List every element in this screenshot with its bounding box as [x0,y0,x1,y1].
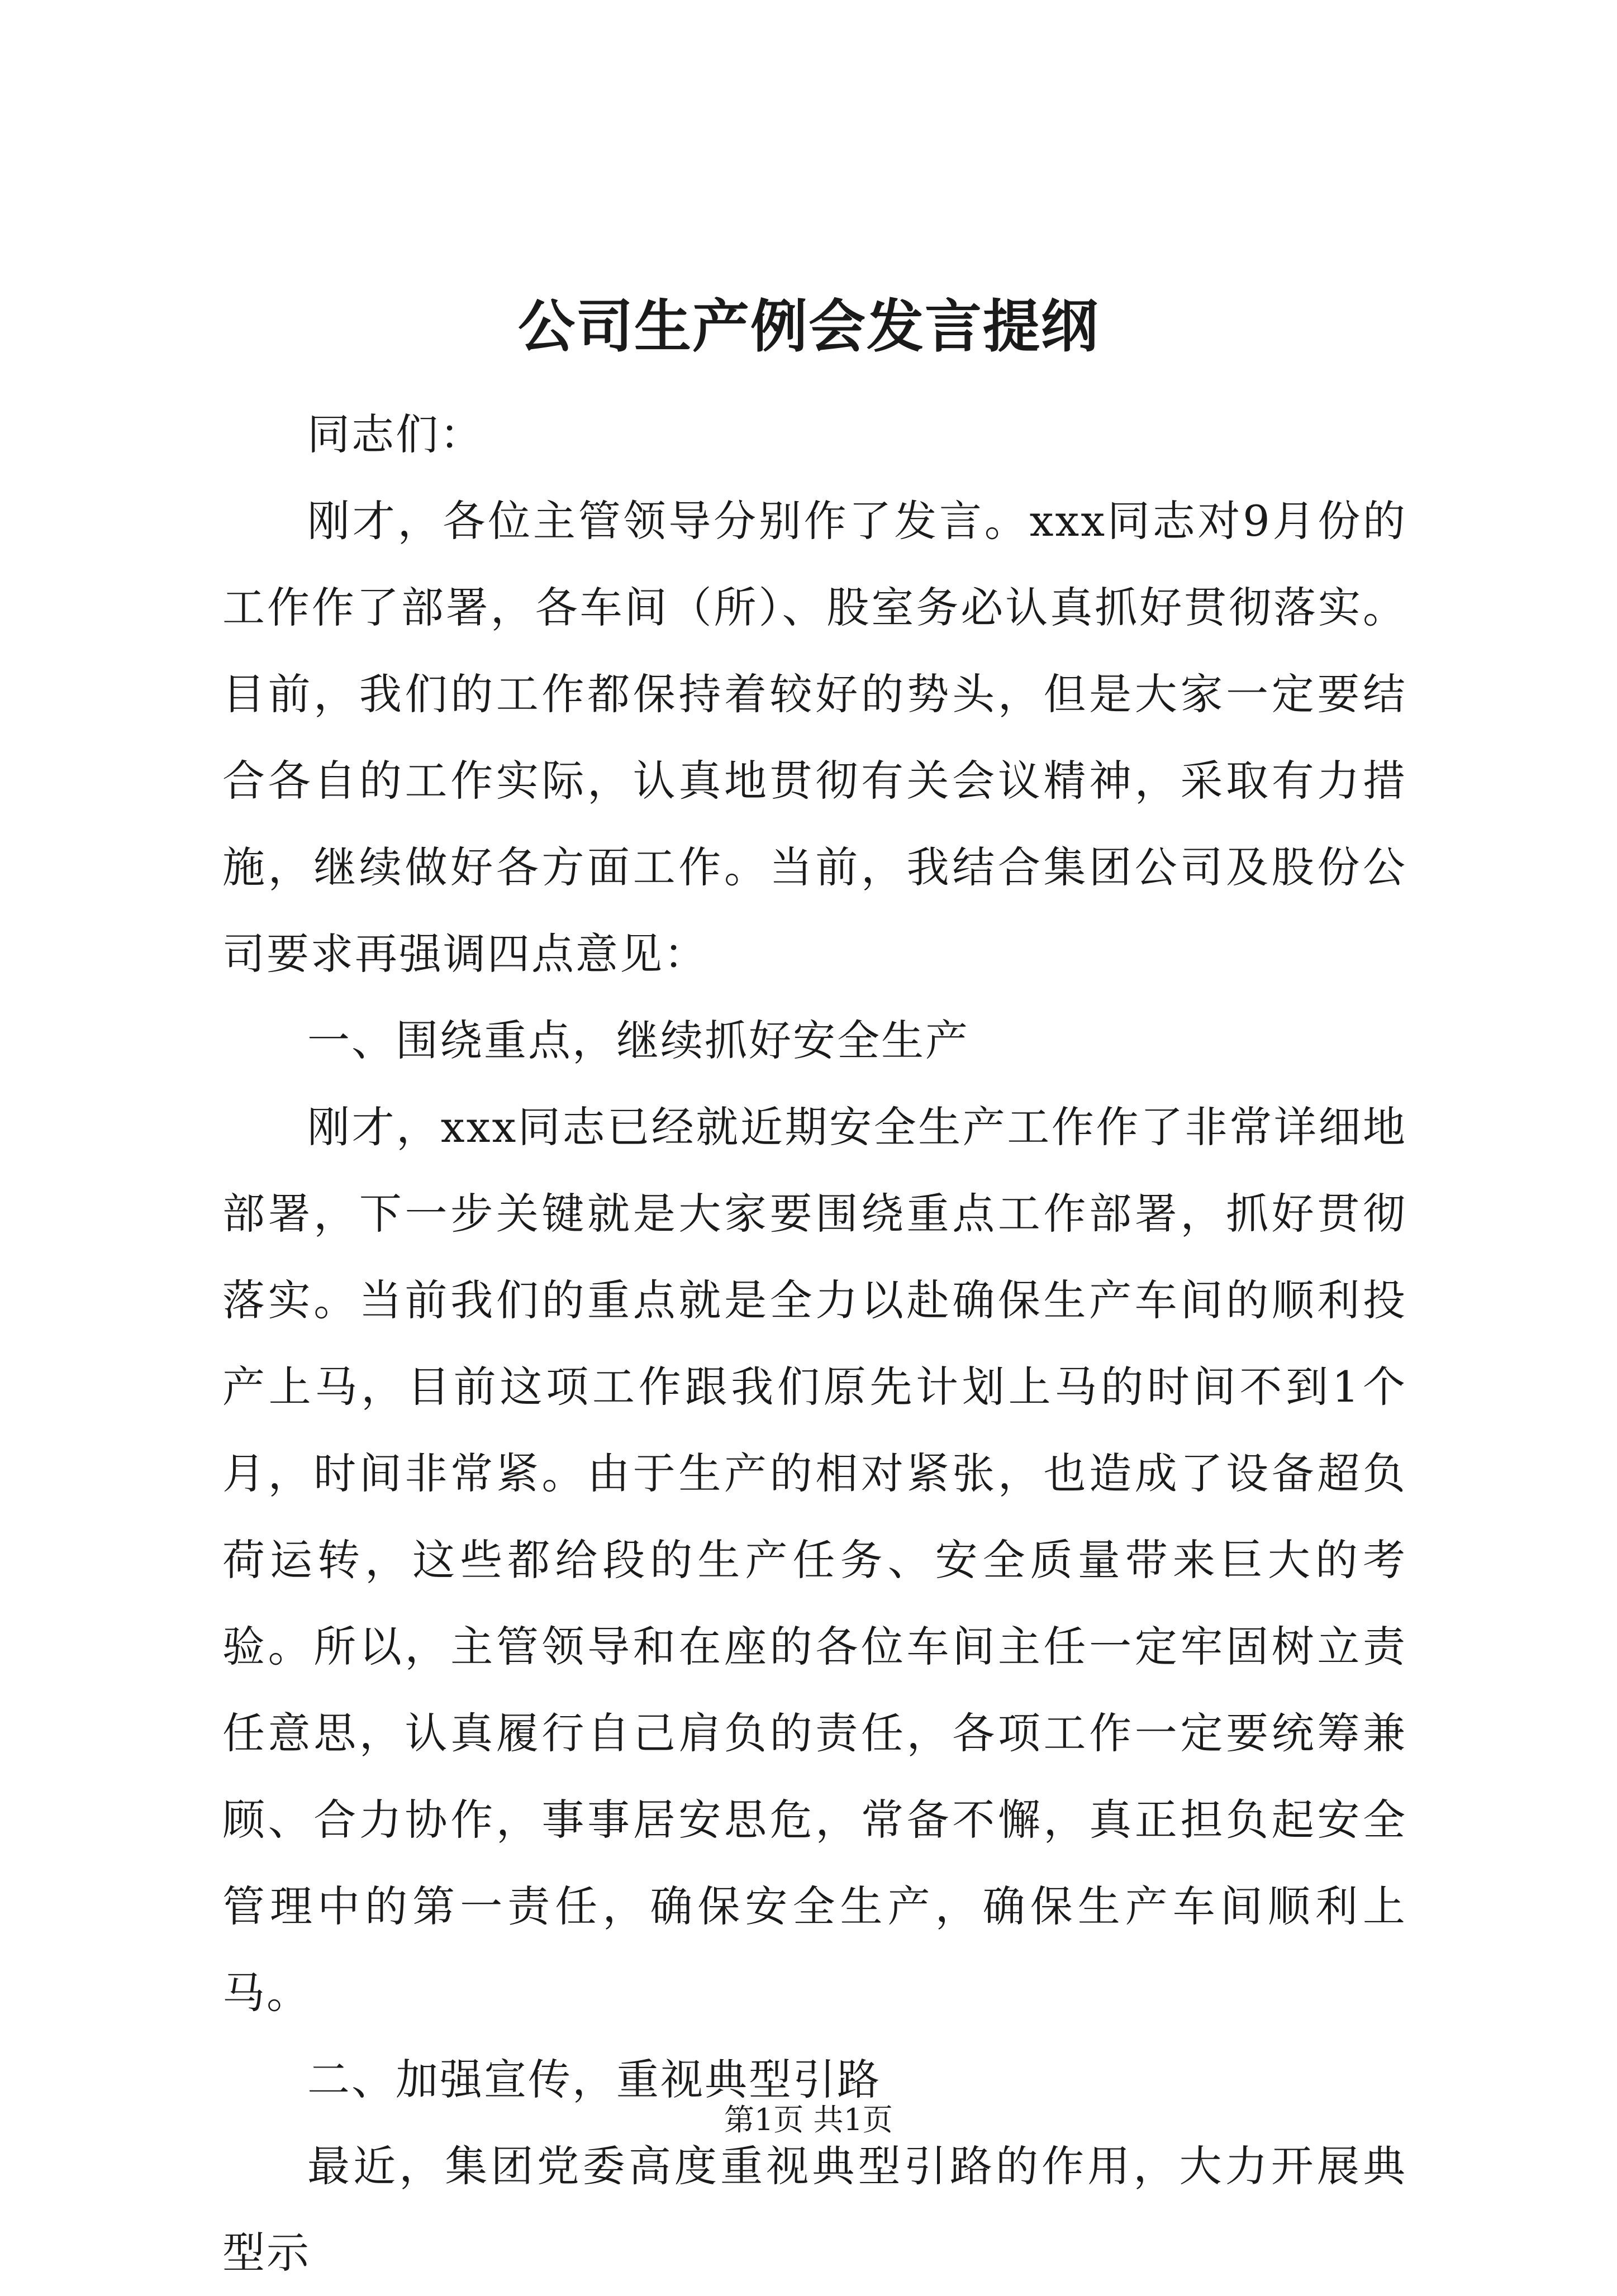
document-body [222,391,1407,2296]
section-1-paragraph: 刚才，xxx同志已经就近期安全生产工作作了非常详细地部署，下一步关键就是大家要围绕重点工作部署，抓好贯彻落实。当前我们的重点就是全力以赴确保生产车间的顺利投产上马，目前这项工作跟我们原先计划上马的时间不到1个月，时间非常紧。由于生产的相对紧张，也造成了设备超负荷运转，这些都给段的生产任务、安全质量带来巨大的考验。所以，主管领导和在座的各位车间主任一定牢固树立责任意思，认真履行自己肩负的责任，各项工作一定要统筹兼顾、合力协作，事事居安思危，常备不懈，真正担负起安全管理中的第一责任，确保安全生产，确保生产车间顺利上马。 [222,1102,1407,2018]
page-footer: 第1页 共1页 [724,2102,893,2137]
greeting-paragraph: 同志们： [307,409,484,459]
section-heading-2: 二、加强宣传，重视典型引路 [307,2055,881,2104]
intro-paragraph: 刚才，各位主管领导分别作了发言。xxx同志对9月份的工作作了部署，各车间（所）、股室务必认真抓好贯彻落实。目前，我们的工作都保持着较好的势头，但是大家一定要结合各自的工作实际，认真地贯彻有关会议精神，采取有力措施，继续做好各方面工作。当前，我结合集团公司及股份公司要求再强调四点意见： [222,496,1407,979]
section-heading-1: 一、围绕重点，继续抓好安全生产 [307,1016,969,1065]
document-title: 公司生产例会发言提纲 [518,293,1099,360]
section-2-paragraph: 最近，集团党委高度重视典型引路的作用，大力开展典型示 [222,2141,1407,2278]
